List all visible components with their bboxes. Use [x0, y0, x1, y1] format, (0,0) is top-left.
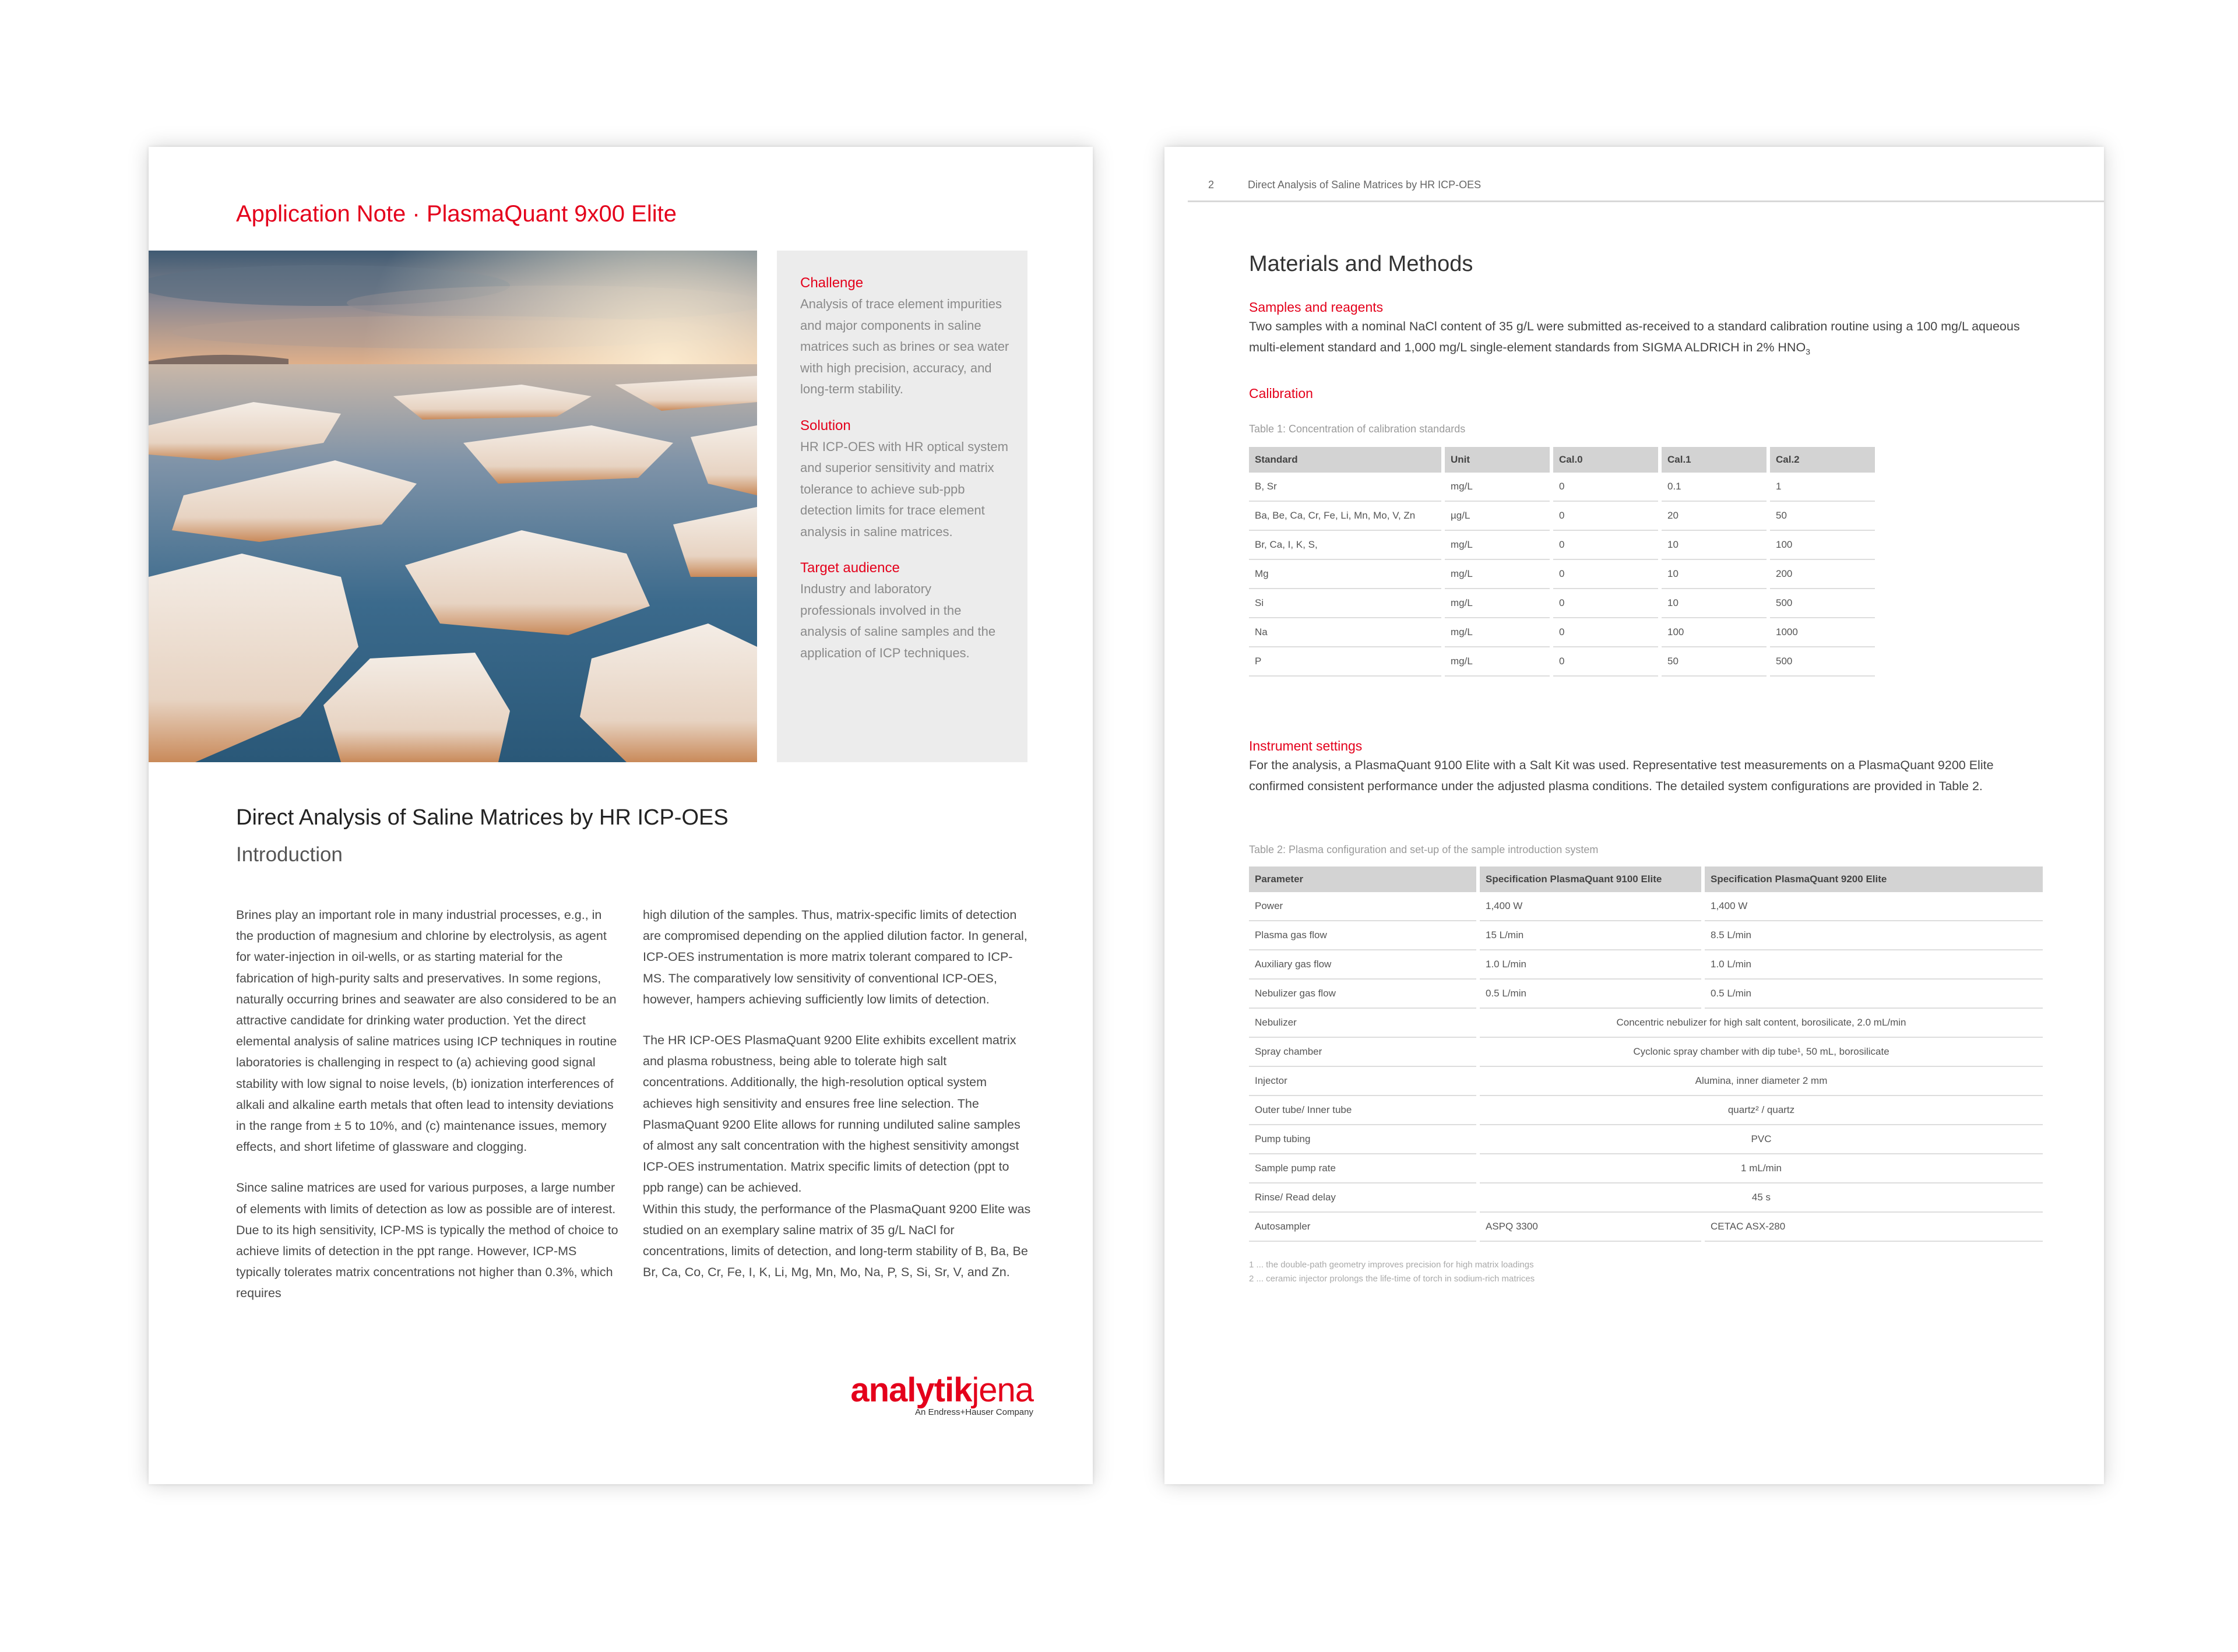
table-row	[1249, 1067, 2043, 1096]
table-row	[1249, 892, 2043, 921]
table-row	[1249, 1183, 2043, 1213]
table1-cell: 0	[1553, 531, 1658, 560]
table-row	[1249, 1213, 2043, 1242]
table2-value-9200: 1.0 L/min	[1705, 950, 2043, 980]
samples-heading: Samples and reagents	[1249, 300, 1384, 315]
page-number: 2	[1208, 179, 1215, 191]
table2-value-9100: 15 L/min	[1480, 921, 1701, 950]
introduction-heading: Introduction	[236, 843, 343, 866]
table1-cell: 10	[1662, 589, 1767, 618]
table-row	[1249, 531, 1875, 560]
page-2	[1164, 147, 2104, 1484]
running-header	[1208, 179, 1515, 191]
app-note-title: Application Note · PlasmaQuant 9x00 Elite	[236, 201, 677, 227]
table2-parameter-cell: Rinse/ Read delay	[1249, 1183, 1476, 1213]
table1-cell: 50	[1662, 647, 1767, 677]
table-row	[1249, 560, 1875, 589]
table1-caption: Table 1: Concentration of calibration standards	[1249, 423, 1466, 435]
table1-cell: 10	[1662, 560, 1767, 589]
table2-shared-value-cell: Cyclonic spray chamber with dip tube¹, 50 mL, borosilicate	[1480, 1038, 2043, 1067]
table2-caption: Table 2: Plasma configuration and set-up of the sample introduction system	[1249, 844, 1599, 855]
table-row	[1249, 980, 2043, 1009]
table2-parameter-cell: Sample pump rate	[1249, 1154, 1476, 1183]
table2-shared-value-cell: 45 s	[1480, 1183, 2043, 1213]
header-rule	[1188, 200, 2104, 202]
summary-sidebar	[777, 251, 1027, 762]
table2-value-9200: CETAC ASX-280	[1705, 1213, 2043, 1242]
table1-header-cell: Standard	[1249, 447, 1441, 473]
table1-cell: 0.1	[1662, 473, 1767, 502]
table-row	[1249, 1154, 2043, 1183]
table2-value-9200: 0.5 L/min	[1705, 980, 2043, 1009]
solution-text: HR ICP-OES with HR optical system and superior sensitivity and matrix tolerance to achieve sub-ppb detection limits for trace element analysis in saline matrices.	[800, 439, 1008, 539]
table1-cell: 200	[1770, 560, 1875, 589]
table1-cell: 50	[1770, 502, 1875, 531]
table1-cell: Br, Ca, I, K, S,	[1249, 531, 1441, 560]
table-row	[1249, 1096, 2043, 1125]
table2-parameter-cell: Pump tubing	[1249, 1125, 1476, 1154]
table2-shared-value-cell: Alumina, inner diameter 2 mm	[1480, 1067, 2043, 1096]
table-row	[1249, 950, 2043, 980]
paragraph: Brines play an important role in many industrial processes, e.g., in the production of magnesium and chlorine by electrolysis, as agent for water-injection in oil-wells, or as starting material for the fabrication of high-purity salts and preservatives. In some regions, naturally occurring brines and seawater are also considered to be an attractive candidate for drinking water production. Yet the direct elemental analysis of saline matrices using ICP techniques in routine laboratories is challenging in respect to (a) achieving good signal stability with low signal to noise levels, (b) ionization interferences of alkali and alkaline earth metals that often lead to intensity deviations in the range from ± 5 to 10%, and (c) maintenance issues, memory effects, and short lifetime of glassware and clogging.	[236, 908, 617, 1154]
table-row	[1249, 1125, 2043, 1154]
instrument-table	[1245, 866, 2046, 1242]
intro-column-1	[236, 904, 621, 1324]
footnote: 1 ... the double-path geometry improves precision for high matrix loadings	[1249, 1260, 1534, 1270]
table1-cell: mg/L	[1445, 618, 1550, 647]
samples-paragraph	[1249, 316, 2042, 362]
table2-header-cell: Parameter	[1249, 866, 1476, 892]
document-title: Direct Analysis of Saline Matrices by HR ICP-OES	[236, 805, 729, 830]
table-row	[1249, 647, 1875, 677]
table2-value-9200: 1,400 W	[1705, 892, 2043, 921]
table1-cell: 20	[1662, 502, 1767, 531]
table1-cell: 1	[1770, 473, 1875, 502]
table2-parameter-cell: Autosampler	[1249, 1213, 1476, 1242]
table1-cell: mg/L	[1445, 560, 1550, 589]
table1-cell: 0	[1553, 618, 1658, 647]
table2-value-9100: ASPQ 3300	[1480, 1213, 1701, 1242]
table2-shared-value-cell: Concentric nebulizer for high salt content, borosilicate, 2.0 mL/min	[1480, 1009, 2043, 1038]
table2-parameter-cell: Plasma gas flow	[1249, 921, 1476, 950]
table1-header-cell: Cal.0	[1553, 447, 1658, 473]
table-row	[1249, 1009, 2043, 1038]
table2-header-cell: Specification PlasmaQuant 9200 Elite	[1705, 866, 2043, 892]
page-1	[149, 147, 1093, 1484]
table1-cell: Mg	[1249, 560, 1441, 589]
table1-cell: mg/L	[1445, 589, 1550, 618]
table-row	[1249, 502, 1875, 531]
table2-parameter-cell: Power	[1249, 892, 1476, 921]
audience-heading: Target audience	[800, 560, 900, 576]
table2-value-9100: 1,400 W	[1480, 892, 1701, 921]
table1-header-cell: Cal.2	[1770, 447, 1875, 473]
audience-text: Industry and laboratory professionals involved in the analysis of saline samples and the application of ICP techniques.	[800, 582, 996, 660]
logo-word-jena: jena	[972, 1371, 1033, 1409]
table1-header-cell: Cal.1	[1662, 447, 1767, 473]
table2-value-9100: 0.5 L/min	[1480, 980, 1701, 1009]
table2-header-cell: Specification PlasmaQuant 9100 Elite	[1480, 866, 1701, 892]
table1-header-cell: Unit	[1445, 447, 1550, 473]
table1-cell: mg/L	[1445, 531, 1550, 560]
table-row	[1249, 589, 1875, 618]
table1-cell: Si	[1249, 589, 1441, 618]
table1-cell: 500	[1770, 647, 1875, 677]
table-row	[1249, 473, 1875, 502]
table1-cell: 0	[1553, 502, 1658, 531]
challenge-text: Analysis of trace element impurities and major components in saline matrices such as brines or sea water with high precision, accuracy, and long-term stability.	[800, 297, 1009, 396]
table1-cell: P	[1249, 647, 1441, 677]
logo-word-analytik: analytik	[850, 1371, 972, 1409]
table1-cell: 1000	[1770, 618, 1875, 647]
paragraph: Within this study, the performance of the PlasmaQuant 9200 Elite was studied on an exemplary saline matrix of 35 g/L NaCl for concentrations, limits of detection, and long-term stability of B, Ba, Be Br, Ca, Co, Cr, Fe, I, K, Li, Mg, Mn, Mo, Na, P, S, Si, Sr, V, and Zn.	[643, 1202, 1031, 1280]
table-row	[1249, 618, 1875, 647]
table1-cell: 0	[1553, 473, 1658, 502]
table1-cell: 0	[1553, 589, 1658, 618]
table1-cell: Ba, Be, Ca, Cr, Fe, Li, Mn, Mo, V, Zn	[1249, 502, 1441, 531]
table1-cell: 0	[1553, 647, 1658, 677]
table2-parameter-cell: Injector	[1249, 1067, 1476, 1096]
table2-shared-value-cell: PVC	[1480, 1125, 2043, 1154]
running-head-title: Direct Analysis of Saline Matrices by HR ICP-OES	[1248, 179, 1482, 191]
table2-shared-value-cell: quartz² / quartz	[1480, 1096, 2043, 1125]
table1-cell: Na	[1249, 618, 1441, 647]
table1-cell: 500	[1770, 589, 1875, 618]
table1-cell: 0	[1553, 560, 1658, 589]
table1-cell: mg/L	[1445, 647, 1550, 677]
subscript: 3	[1806, 347, 1810, 357]
calibration-table	[1245, 447, 1878, 677]
table1-cell: 100	[1662, 618, 1767, 647]
intro-column-2	[643, 904, 1033, 1302]
footnote: 2 ... ceramic injector prolongs the life-time of torch in sodium-rich matrices	[1249, 1274, 1535, 1284]
analytikjena-logo	[819, 1371, 1033, 1417]
challenge-heading: Challenge	[800, 275, 864, 291]
logo-tagline: An Endress+Hauser Company	[914, 1407, 1033, 1417]
solution-heading: Solution	[800, 417, 851, 434]
samples-text: Two samples with a nominal NaCl content of 35 g/L were submitted as-received to a standard calibration routine using a 100 mg/L aqueous multi-element standard and 1,000 mg/L single-element standards from SIGMA ALDRICH in 2% HNO	[1249, 319, 2020, 354]
table2-parameter-cell: Outer tube/ Inner tube	[1249, 1096, 1476, 1125]
table2-shared-value-cell: 1 mL/min	[1480, 1154, 2043, 1183]
salt-flat-photo	[149, 251, 757, 762]
paragraph: Since saline matrices are used for various purposes, a large number of elements with limits of detection as low as possible are of interest. Due to its high sensitivity, ICP-MS is typically the method of choice to achieve limits of detection in the ppt range. However, ICP-MS typically tolerates matrix concentrations not higher than 0.3%, which requires	[236, 1181, 618, 1301]
table1-cell: mg/L	[1445, 473, 1550, 502]
table2-parameter-cell: Nebulizer gas flow	[1249, 980, 1476, 1009]
paragraph: The HR ICP-OES PlasmaQuant 9200 Elite exhibits excellent matrix and plasma robustness, being able to tolerate high salt concentrations. Additionally, the high-resolution optical system achieves high sensitivity and ensures free line selection. The PlasmaQuant 9200 Elite allows for running undiluted saline samples of almost any salt concentration with the highest sensitivity amongst ICP-OES instrumentation. Matrix specific limits of detection (ppt to ppb range) can be achieved.	[643, 1033, 1021, 1195]
table-row	[1249, 921, 2043, 950]
table1-cell: 10	[1662, 531, 1767, 560]
instrument-paragraph: For the analysis, a PlasmaQuant 9100 Elite with a Salt Kit was used. Representative test measurements on a PlasmaQuant 9200 Elite confirmed consistent performance under the adjusted plasma conditions. The detailed system configurations are provided in Table 2.	[1249, 758, 1994, 793]
footnotes	[1249, 1258, 1535, 1286]
table2-parameter-cell: Nebulizer	[1249, 1009, 1476, 1038]
table2-value-9200: 8.5 L/min	[1705, 921, 2043, 950]
paragraph: high dilution of the samples. Thus, matrix-specific limits of detection are compromised depending on the applied dilution factor. In general, ICP-OES instrumentation is more matrix tolerant compared to ICP-MS. The comparatively low sensitivity of conventional ICP-OES, however, hampers achieving sufficiently low limits of detection.	[643, 908, 1027, 1006]
table2-value-9100: 1.0 L/min	[1480, 950, 1701, 980]
table2-parameter-cell: Auxiliary gas flow	[1249, 950, 1476, 980]
table2-parameter-cell: Spray chamber	[1249, 1038, 1476, 1067]
table1-cell: µg/L	[1445, 502, 1550, 531]
table1-cell: B, Sr	[1249, 473, 1441, 502]
table-row	[1249, 1038, 2043, 1067]
section-title: Materials and Methods	[1249, 252, 1473, 276]
calibration-heading: Calibration	[1249, 386, 1313, 401]
table1-cell: 100	[1770, 531, 1875, 560]
instrument-heading: Instrument settings	[1249, 738, 1363, 753]
